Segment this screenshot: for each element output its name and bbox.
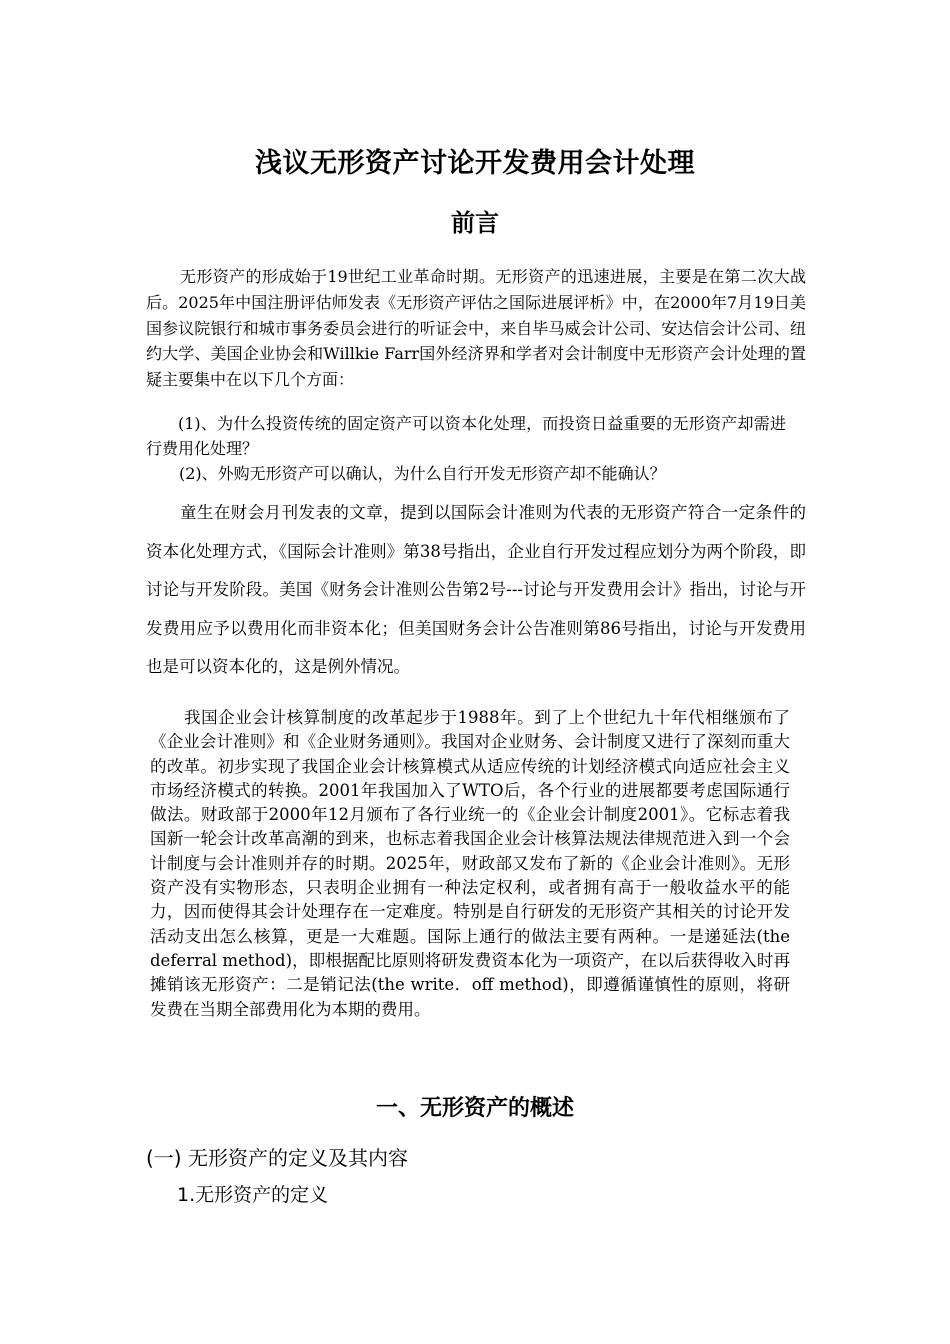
paragraph-tongsheng: 童生在财会月刊发表的文章，提到以国际会计准则为代表的无形资产符合一定条件的资本化处理方式，《国际会计准则》第38号指出，企业自行开发过程应划分为两个阶段，即讨论与开发阶段。美国《财务会计准则公告第2号---讨论与开发费用会计》指出，讨论与开发费用应予以费用化而非资本化；但美国财务会计公告准则第86号指出，讨论与开发费用也是可以资本化的，这是例外情况。 (146, 503, 806, 677)
paragraph-intro: 无形资产的形成始于19世纪工业革命时期。无形资产的迅速进展，主要是在第二次大战后。2025年中国注册评估师发表《无形资产评估之国际进展评析》中，在2000年7月19日美国参议院银行和城市事务委员会进行的听证会中，来自毕马威会计公司、安达信会计公司、纽约大学、美国企业协会和Willkie Farr国外经济界和学者对会计制度中无形资产会计处理的置疑主要集中在以下几个方面： (146, 267, 806, 390)
section-heading: 一、无形资产的概述 (375, 1096, 574, 1121)
paragraph-question-1: (1)、为什么投资传统的固定资产可以资本化处理，而投资日益重要的无形资产却需进行费用化处理？ (146, 414, 786, 458)
subsection-heading: (一) 无形资产的定义及其内容 (146, 1146, 408, 1170)
paragraph-reform: 我国企业会计核算制度的改革起步于1988年。到了上个世纪九十年代相继颁布了《企业会计准则》和《企业财务通则》。我国对企业财务、会计制度又进行了深刻而重大的改革。初步实现了我国企业会计核算模式从适应传统的计划经济模式向适应社会主义市场经济模式的转换。2001年我国加入了WTO后，各个行业的进展都要考虑国际通行做法。财政部于2000年12月颁布了各行业统一的《企业会计制度2001》。它标志着我国新一轮会计改革高潮的到来，也标志着我国企业会计核算法规法律规范进入到一个会计制度与会计准则并存的时期。2025年，财政部又发布了新的《企业会计准则》。无形资产没有实物形态，只表明企业拥有一种法定权利，或者拥有高于一般收益水平的能力，因而使得其会计处理存在一定难度。特别是自行研发的无形资产其相关的讨论开发活动支出怎么核算，更是一大难题。国际上通行的做法主要有两种。一是递延法(the deferral method)，即根据配比原则将研发费资本化为一项资产，在以后获得收入时再摊销该无形资产：二是销记法(the write．off method)，即遵循谨慎性的原则，将研发费在当期全部费用化为本期的费用。 (150, 708, 790, 1019)
document-subtitle: 前言 (451, 209, 499, 237)
subsubsection-heading: 1.无形资产的定义 (177, 1184, 329, 1206)
paragraph-question-2: (2)、外购无形资产可以确认，为什么自行开发无形资产却不能确认？ (179, 464, 666, 483)
document-title: 浅议无形资产讨论开发费用会计处理 (255, 148, 695, 179)
